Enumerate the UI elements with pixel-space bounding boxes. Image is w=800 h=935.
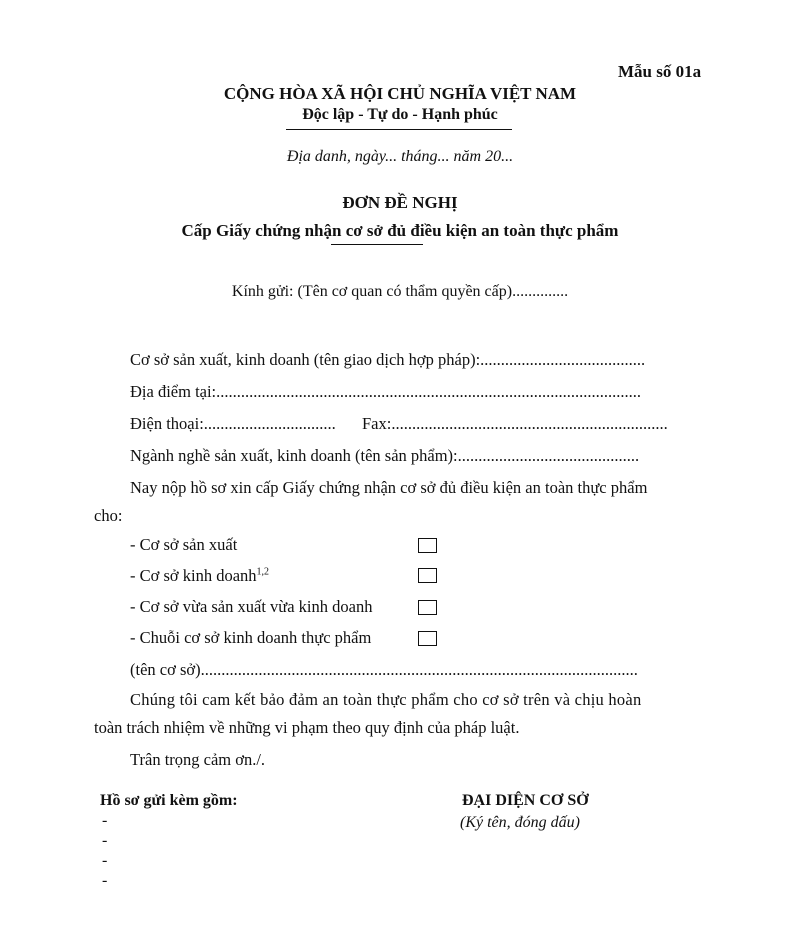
addressee: Kính gửi: (Tên cơ quan có thẩm quyền cấp).............. xyxy=(231,283,569,300)
form-code: Mẫu số 01a xyxy=(618,62,702,81)
motto-underline xyxy=(286,129,512,130)
form-title: ĐƠN ĐỀ NGHỊ xyxy=(342,193,458,212)
production-checkbox[interactable] xyxy=(418,538,437,553)
commitment-line-2: toàn trách nhiệm về những vi phạm theo quy định của pháp luật. xyxy=(94,718,520,737)
production-trading-checkbox[interactable] xyxy=(418,600,437,615)
industry-field: Ngành nghề sản xuất, kinh doanh (tên sản phẩm):............................................ xyxy=(130,446,640,465)
attachments-heading: Hồ sơ gửi kèm gồm: xyxy=(100,792,238,809)
signature-heading: ĐẠI DIỆN CƠ SỞ xyxy=(462,792,589,809)
option-chain-label: - Chuỗi cơ sở kinh doanh thực phẩm xyxy=(130,628,372,647)
subtitle-underline xyxy=(331,244,423,245)
footnote-ref: 1,2 xyxy=(256,566,270,578)
option-both-label: - Cơ sở vừa sản xuất vừa kinh doanh xyxy=(130,597,373,616)
request-line-2: cho: xyxy=(94,506,123,525)
location-field: Địa điểm tại:....................................................................................................... xyxy=(130,382,642,401)
fax-field: Fax:................................................................... xyxy=(362,414,668,433)
motto: Độc lập - Tự do - Hạnh phúc xyxy=(302,106,498,123)
phone-field: Điện thoại:................................ xyxy=(130,414,336,433)
attachment-item: - xyxy=(102,832,108,849)
option-trading-label xyxy=(130,566,269,586)
option-trading-text: - Cơ sở kinh doanh xyxy=(130,566,257,585)
place-date: Địa danh, ngày... tháng... năm 20... xyxy=(286,148,514,165)
request-line-1: Nay nộp hồ sơ xin cấp Giấy chứng nhận cơ sở đủ điều kiện an toàn thực phẩm xyxy=(130,478,648,497)
option-production-label: - Cơ sở sản xuất xyxy=(130,535,238,554)
attachment-item: - xyxy=(102,852,108,869)
country-header: CỘNG HÒA XÃ HỘI CHỦ NGHĨA VIỆT NAM xyxy=(223,84,577,103)
attachment-item: - xyxy=(102,812,108,829)
thanks-text: Trân trọng cảm ơn./. xyxy=(130,750,266,769)
form-subtitle: Cấp Giấy chứng nhận cơ sở đủ điều kiện an toàn thực phẩm xyxy=(181,221,619,240)
trading-checkbox[interactable] xyxy=(418,568,437,583)
commitment-line-1: Chúng tôi cam kết bảo đảm an toàn thực phẩm cho cơ sở trên và chịu hoàn xyxy=(130,690,642,709)
chain-checkbox[interactable] xyxy=(418,631,437,646)
facility-name-field: (tên cơ sở).......................................................................................................... xyxy=(130,660,638,679)
signature-note: (Ký tên, đóng dấu) xyxy=(460,814,580,831)
attachment-item: - xyxy=(102,872,108,889)
business-name-field: Cơ sở sản xuất, kinh doanh (tên giao dịch hợp pháp):........................................ xyxy=(130,350,646,369)
